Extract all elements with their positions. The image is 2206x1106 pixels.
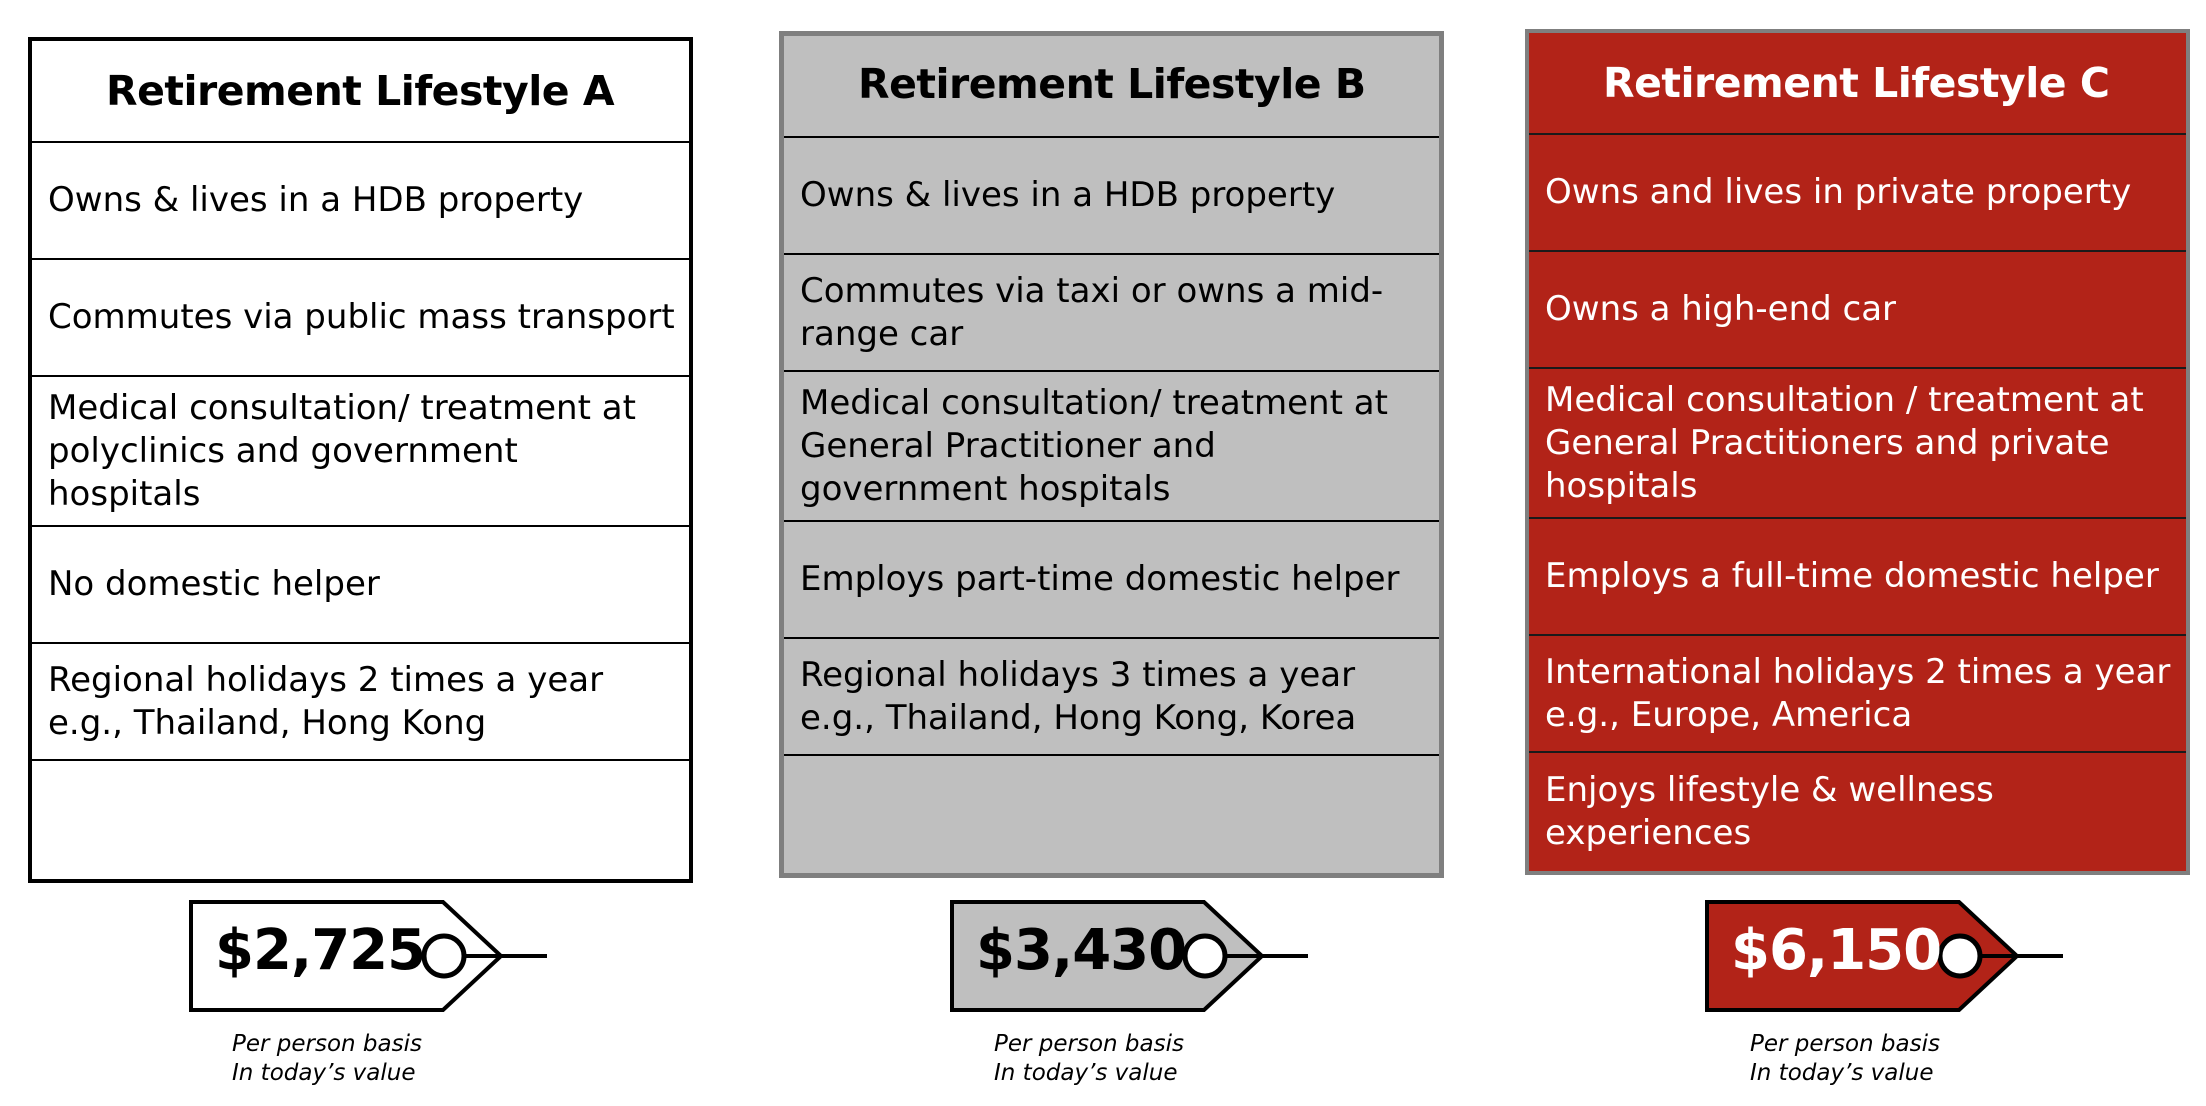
lifestyle-c-card bbox=[1525, 29, 2190, 875]
item-text: No domestic helper bbox=[48, 564, 380, 604]
price-b: $3,430 bbox=[976, 918, 1187, 983]
item-text: Medical consultation/ treatment at polyclinics and government hospitals bbox=[48, 387, 636, 514]
lifestyle-c-item bbox=[1529, 250, 2186, 367]
price-tag-a bbox=[189, 900, 549, 1015]
lifestyle-b-item bbox=[784, 637, 1439, 754]
note-line: Per person basis bbox=[1750, 1031, 1940, 1057]
lifestyle-c-title: Retirement Lifestyle C bbox=[1603, 59, 2110, 107]
lifestyle-a-card bbox=[28, 37, 693, 883]
lifestyle-a-item bbox=[32, 642, 689, 759]
item-text: International holidays 2 times a year e.g., Europe, America bbox=[1545, 651, 2171, 735]
note-line: Per person basis bbox=[994, 1031, 1184, 1057]
lifestyle-a-item bbox=[32, 375, 689, 525]
lifestyle-b-card bbox=[779, 31, 1444, 878]
price-tag-c bbox=[1705, 900, 2065, 1015]
lifestyle-b-item bbox=[784, 253, 1439, 370]
lifestyle-b-item bbox=[784, 136, 1439, 253]
lifestyle-a-item bbox=[32, 258, 689, 375]
price-a: $2,725 bbox=[215, 918, 426, 983]
item-text: Regional holidays 2 times a year e.g., Thailand, Hong Kong bbox=[48, 659, 604, 743]
lifestyle-c-item bbox=[1529, 367, 2186, 517]
item-text: Owns & lives in a HDB property bbox=[800, 175, 1336, 215]
item-text: Regional holidays 3 times a year e.g., Thailand, Hong Kong, Korea bbox=[800, 654, 1357, 738]
lifestyle-a-item bbox=[32, 141, 689, 258]
lifestyle-c-item bbox=[1529, 517, 2186, 634]
item-text: Owns and lives in private property bbox=[1545, 172, 2132, 212]
note-line: In today’s value bbox=[1750, 1060, 1934, 1086]
item-text: Employs a full-time domestic helper bbox=[1545, 556, 2159, 596]
lifestyle-b-title: Retirement Lifestyle B bbox=[858, 60, 1366, 108]
lifestyle-c-item bbox=[1529, 751, 2186, 871]
note-line: In today’s value bbox=[232, 1060, 416, 1086]
lifestyle-a-item-empty bbox=[32, 759, 689, 879]
item-text: Owns & lives in a HDB property bbox=[48, 180, 584, 220]
item-text: Commutes via taxi or owns a mid-range car bbox=[800, 270, 1384, 354]
item-text: Employs part-time domestic helper bbox=[800, 559, 1400, 599]
item-text: Medical consultation/ treatment at General Practitioner and government hospitals bbox=[800, 382, 1388, 509]
item-text: Enjoys lifestyle & wellness experiences bbox=[1545, 770, 1994, 853]
item-text: Medical consultation / treatment at General Practitioners and private hospitals bbox=[1545, 379, 2144, 506]
price-tag-b bbox=[950, 900, 1310, 1015]
lifestyle-a-item bbox=[32, 525, 689, 642]
item-text: Owns a high-end car bbox=[1545, 289, 1897, 329]
note-line: In today’s value bbox=[994, 1060, 1178, 1086]
lifestyle-b-item bbox=[784, 370, 1439, 520]
note-b bbox=[994, 1030, 1184, 1088]
note-c bbox=[1750, 1030, 1940, 1088]
note-line: Per person basis bbox=[232, 1031, 422, 1057]
lifestyle-a-title: Retirement Lifestyle A bbox=[106, 67, 615, 115]
item-text: Commutes via public mass transport bbox=[48, 297, 675, 337]
lifestyle-b-item bbox=[784, 520, 1439, 637]
price-c: $6,150 bbox=[1731, 918, 1942, 983]
note-a bbox=[232, 1030, 422, 1088]
lifestyle-c-item bbox=[1529, 133, 2186, 250]
lifestyle-c-item bbox=[1529, 634, 2186, 751]
lifestyle-b-item-empty bbox=[784, 754, 1439, 873]
